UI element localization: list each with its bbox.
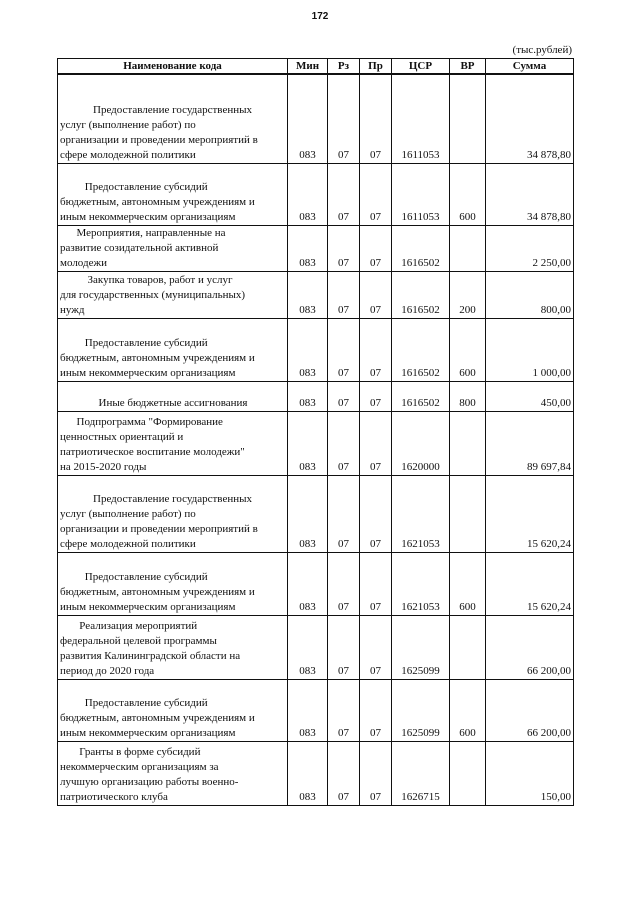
row-vr: 200 xyxy=(450,271,486,318)
table-row xyxy=(58,318,574,381)
row-min: 083 xyxy=(288,475,328,552)
row-name: Предоставление субсидий бюджетным, автономным учреждениям и иным некоммерческим организациям xyxy=(58,552,288,615)
page-number: 172 xyxy=(311,11,329,22)
table-row xyxy=(58,679,574,741)
row-pr: 07 xyxy=(360,552,392,615)
row-sum: 89 697,84 xyxy=(486,411,574,475)
row-name: Закупка товаров, работ и услуг для государственных (муниципальных) нужд xyxy=(58,271,288,318)
header-pr: Пр xyxy=(360,59,392,75)
row-rz: 07 xyxy=(328,615,360,679)
row-pr: 07 xyxy=(360,225,392,271)
row-name: Гранты в форме субсидий некоммерческим организациям за лучшую организацию работы военно- патриотического клуба xyxy=(58,741,288,805)
row-sum: 2 250,00 xyxy=(486,225,574,271)
row-vr xyxy=(450,475,486,552)
row-vr xyxy=(450,74,486,163)
row-pr: 07 xyxy=(360,741,392,805)
table-header-row xyxy=(58,59,574,75)
row-csr: 1620000 xyxy=(392,411,450,475)
row-sum: 150,00 xyxy=(486,741,574,805)
row-csr: 1611053 xyxy=(392,163,450,225)
table-row xyxy=(58,411,574,475)
row-sum: 66 200,00 xyxy=(486,615,574,679)
row-pr: 07 xyxy=(360,318,392,381)
header-vr: ВР xyxy=(450,59,486,75)
row-pr: 07 xyxy=(360,271,392,318)
row-pr: 07 xyxy=(360,163,392,225)
row-csr: 1616502 xyxy=(392,318,450,381)
row-csr: 1616502 xyxy=(392,381,450,411)
table-row xyxy=(58,225,574,271)
row-csr: 1621053 xyxy=(392,475,450,552)
row-min: 083 xyxy=(288,741,328,805)
row-csr: 1616502 xyxy=(392,225,450,271)
budget-table xyxy=(57,58,574,806)
row-csr: 1625099 xyxy=(392,679,450,741)
row-name: Мероприятия, направленные на развитие созидательной активной молодежи xyxy=(58,225,288,271)
row-sum: 800,00 xyxy=(486,271,574,318)
row-vr xyxy=(450,411,486,475)
row-vr: 600 xyxy=(450,552,486,615)
row-min: 083 xyxy=(288,74,328,163)
row-rz: 07 xyxy=(328,225,360,271)
row-csr: 1621053 xyxy=(392,552,450,615)
row-vr: 600 xyxy=(450,163,486,225)
row-sum: 450,00 xyxy=(486,381,574,411)
row-rz: 07 xyxy=(328,318,360,381)
row-rz: 07 xyxy=(328,381,360,411)
row-name: Предоставление государственных услуг (выполнение работ) по организации и проведении мероприятий в сфере молодежной политики xyxy=(58,475,288,552)
row-min: 083 xyxy=(288,679,328,741)
row-vr: 800 xyxy=(450,381,486,411)
row-rz: 07 xyxy=(328,741,360,805)
header-name: Наименование кода xyxy=(58,59,288,75)
row-name: Иные бюджетные ассигнования xyxy=(58,381,288,411)
row-min: 083 xyxy=(288,318,328,381)
table-row xyxy=(58,381,574,411)
row-rz: 07 xyxy=(328,271,360,318)
row-min: 083 xyxy=(288,411,328,475)
row-min: 083 xyxy=(288,225,328,271)
row-csr: 1616502 xyxy=(392,271,450,318)
row-csr: 1611053 xyxy=(392,74,450,163)
units-label: (тыс.рублей) xyxy=(512,44,572,56)
row-rz: 07 xyxy=(328,552,360,615)
row-name: Предоставление субсидий бюджетным, автономным учреждениям и иным некоммерческим организациям xyxy=(58,679,288,741)
row-name: Предоставление субсидий бюджетным, автономным учреждениям и иным некоммерческим организациям xyxy=(58,163,288,225)
row-vr xyxy=(450,225,486,271)
row-vr: 600 xyxy=(450,318,486,381)
row-name: Подпрограмма "Формирование ценностных ориентаций и патриотическое воспитание молодежи" на 2015-2020 годы xyxy=(58,411,288,475)
row-vr xyxy=(450,615,486,679)
header-csr: ЦСР xyxy=(392,59,450,75)
row-min: 083 xyxy=(288,381,328,411)
row-sum: 1 000,00 xyxy=(486,318,574,381)
table-row xyxy=(58,74,574,163)
row-min: 083 xyxy=(288,271,328,318)
row-sum: 66 200,00 xyxy=(486,679,574,741)
row-rz: 07 xyxy=(328,679,360,741)
row-pr: 07 xyxy=(360,74,392,163)
header-sum: Сумма xyxy=(486,59,574,75)
row-sum: 15 620,24 xyxy=(486,552,574,615)
row-pr: 07 xyxy=(360,475,392,552)
table-row xyxy=(58,741,574,805)
row-min: 083 xyxy=(288,615,328,679)
row-sum: 15 620,24 xyxy=(486,475,574,552)
row-pr: 07 xyxy=(360,381,392,411)
row-name: Реализация мероприятий федеральной целевой программы развития Калининградской области на период до 2020 года xyxy=(58,615,288,679)
row-pr: 07 xyxy=(360,411,392,475)
header-rz: Рз xyxy=(328,59,360,75)
row-rz: 07 xyxy=(328,74,360,163)
row-name: Предоставление субсидий бюджетным, автономным учреждениям и иным некоммерческим организациям xyxy=(58,318,288,381)
row-sum: 34 878,80 xyxy=(486,74,574,163)
row-pr: 07 xyxy=(360,615,392,679)
row-csr: 1626715 xyxy=(392,741,450,805)
row-name: Предоставление государственных услуг (выполнение работ) по организации и проведении мероприятий в сфере молодежной политики xyxy=(58,74,288,163)
row-csr: 1625099 xyxy=(392,615,450,679)
row-rz: 07 xyxy=(328,411,360,475)
row-rz: 07 xyxy=(328,163,360,225)
row-rz: 07 xyxy=(328,475,360,552)
table-row xyxy=(58,552,574,615)
row-min: 083 xyxy=(288,552,328,615)
table-row xyxy=(58,615,574,679)
row-vr xyxy=(450,741,486,805)
row-sum: 34 878,80 xyxy=(486,163,574,225)
header-min: Мин xyxy=(288,59,328,75)
table-row xyxy=(58,163,574,225)
row-min: 083 xyxy=(288,163,328,225)
table-row xyxy=(58,475,574,552)
row-vr: 600 xyxy=(450,679,486,741)
row-pr: 07 xyxy=(360,679,392,741)
table-row xyxy=(58,271,574,318)
